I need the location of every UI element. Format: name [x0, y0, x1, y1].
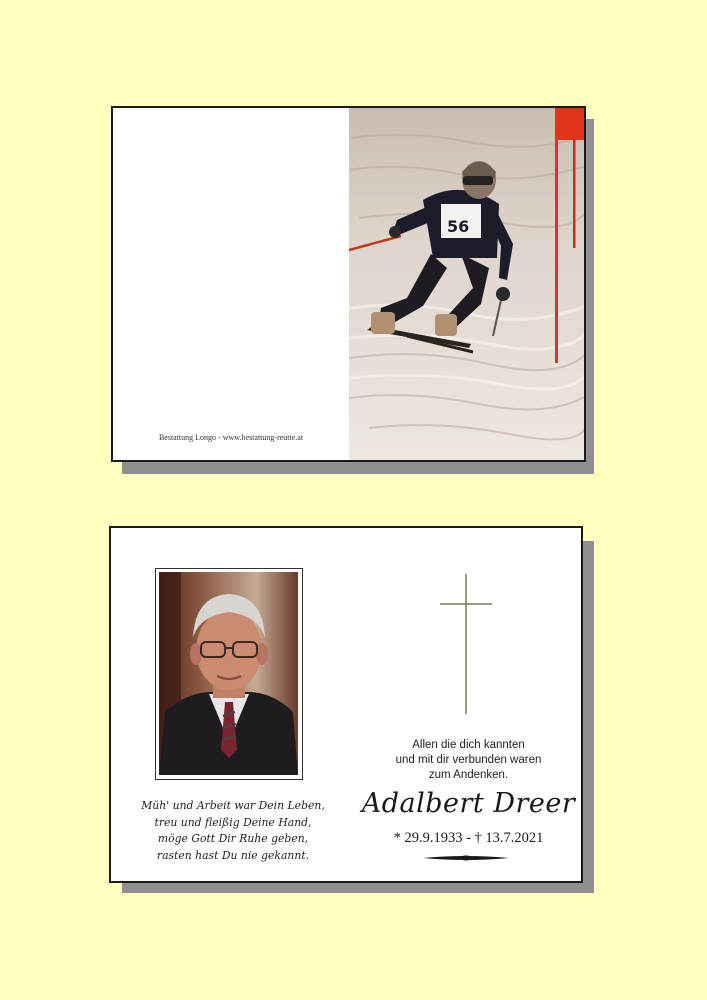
portrait-frame	[155, 568, 303, 780]
dedication-line: Allen die dich kannten	[412, 739, 525, 751]
poem-line: rasten hast Du nie gekannt.	[156, 848, 310, 862]
memorial-poem	[125, 798, 341, 864]
portrait-photo	[159, 572, 298, 775]
ski-racer-photo	[349, 108, 586, 460]
life-dates: * 29.9.1933 - † 13.7.2021	[393, 830, 544, 846]
bottom-card	[109, 526, 583, 883]
poem-line: Müh' und Arbeit war Dein Leben,	[141, 799, 325, 812]
dedication-text	[361, 738, 576, 783]
poem-line: möge Gott Dir Ruhe geben,	[157, 832, 309, 845]
funeral-home-credit: Bestattung Longo - www.bestattung-reutte.at	[158, 433, 304, 442]
top-card	[111, 106, 586, 462]
deceased-name: Adalbert Dreer	[361, 788, 576, 819]
gate-pole	[555, 138, 558, 363]
dedication-line: und mit dir verbunden waren	[395, 754, 542, 766]
gate-flag	[555, 108, 585, 140]
cross-icon	[439, 574, 493, 714]
dedication-line: zum Andenken.	[428, 769, 509, 781]
ornament-divider-icon	[423, 854, 509, 862]
poem-line: treu und fleißig Deine Hand,	[154, 815, 312, 829]
bib-number: 56	[447, 217, 470, 236]
